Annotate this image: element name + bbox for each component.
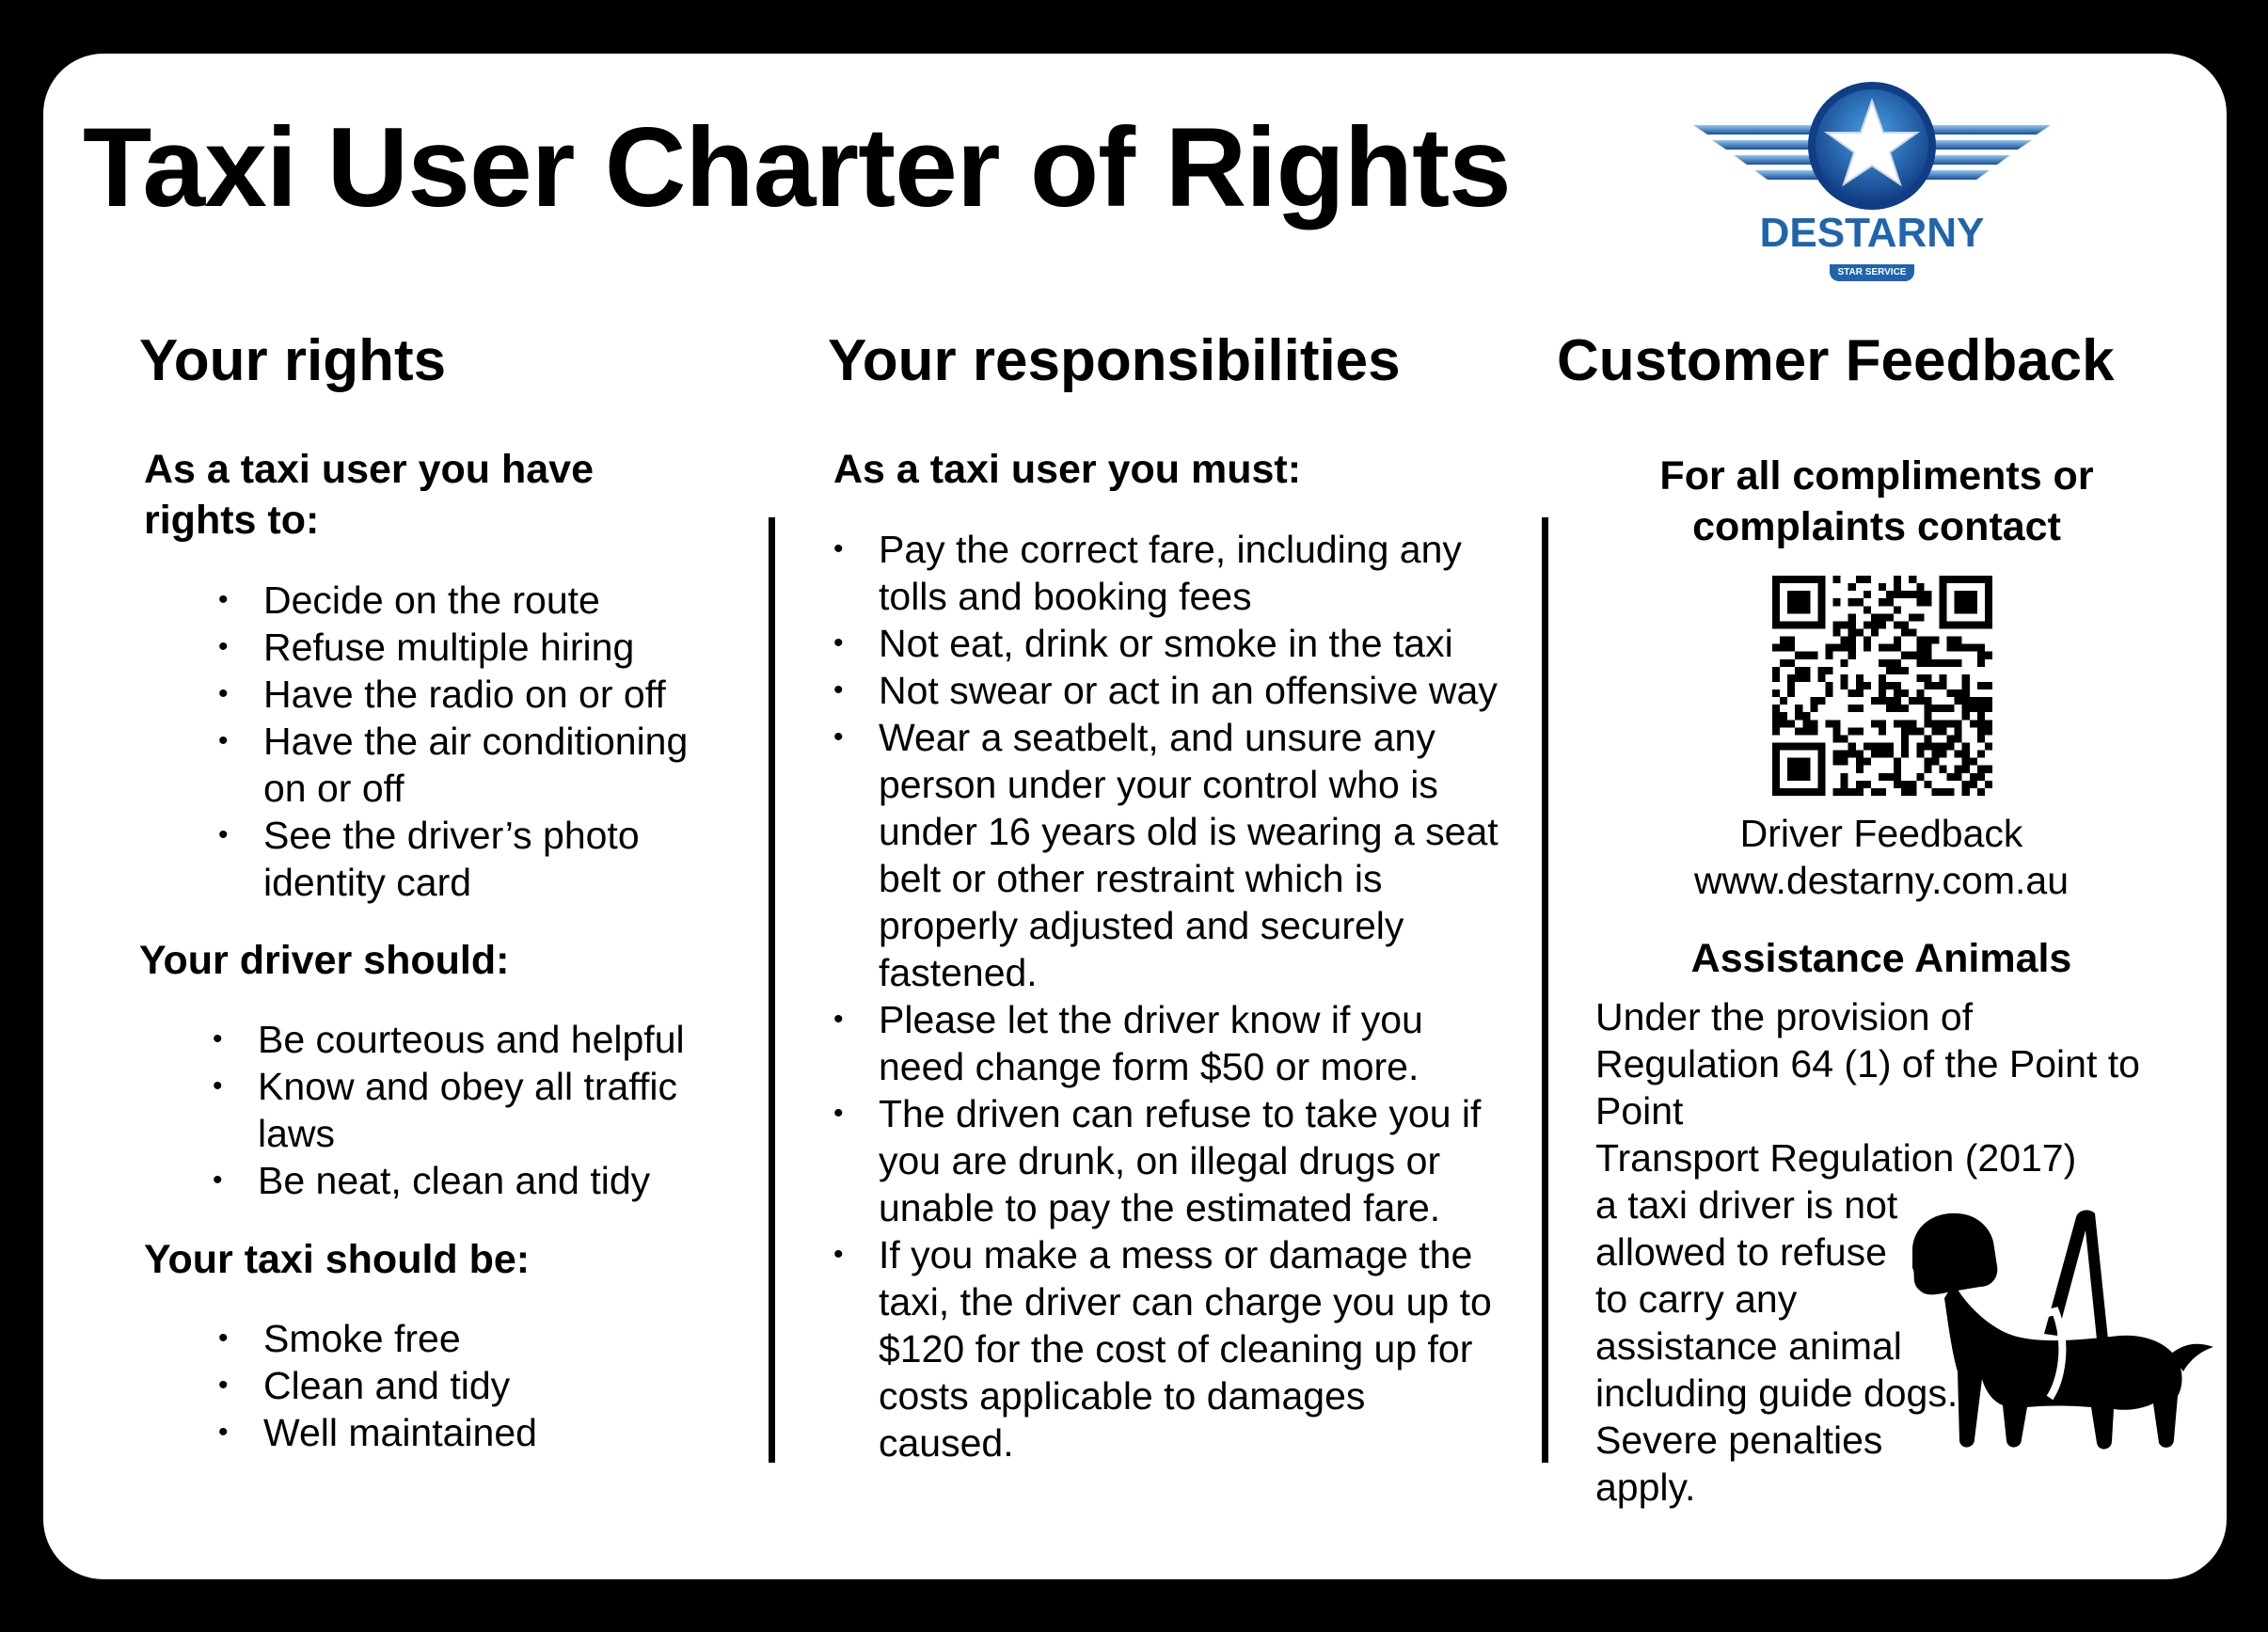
feedback-heading: Customer Feedback — [1557, 328, 2115, 393]
list-item: • Be neat, clean and tidy — [213, 1157, 721, 1204]
website-link[interactable]: www.destarny.com.au — [1693, 859, 2069, 902]
assistance-animals-text: Under the provision of Regulation 64 (1) of the Point to Point Transport Regulation (2017) a taxi driver is not allowed to refuse to carry any assistance animal including guide dogs. Severe penalties apply. — [1595, 995, 2140, 1509]
column-divider-left — [769, 517, 775, 1463]
taxi-list — [218, 1315, 726, 1456]
rights-intro: As a taxi user you have rights to: — [144, 447, 594, 543]
taxi-heading: Your taxi should be: — [144, 1237, 531, 1282]
assistance-animals-heading: Assistance Animals — [1690, 936, 2072, 981]
logo-brand: DESTARNY — [1759, 210, 1985, 256]
list-item: • Not eat, drink or smoke in the taxi — [833, 620, 1501, 667]
driver-feedback-label: Driver Feedback — [1739, 812, 2023, 855]
logo-tagline: STAR SERVICE — [1830, 264, 1914, 281]
list-item: • Wear a seatbelt, and unsure any person under your control who is under 16 years old is wearing a seat belt or other restraint which is properly adjusted and securely fastened. — [833, 714, 1501, 996]
responsibilities-list — [833, 526, 1501, 1466]
list-item: • Smoke free — [218, 1315, 726, 1362]
contact-text: For all compliments or complaints contact — [1659, 453, 2094, 549]
list-item: • Clean and tidy — [218, 1362, 726, 1409]
guide-dog-icon — [1895, 1193, 2215, 1461]
driver-heading: Your driver should: — [139, 938, 510, 983]
list-item: • If you make a mess or damage the taxi, the driver can charge you up to $120 for the cost of cleaning up for costs applicable to damages caused. — [833, 1231, 1501, 1466]
list-item: • Decide on the route — [218, 577, 726, 624]
list-item: • Well maintained — [218, 1409, 726, 1456]
qr-code-icon[interactable] — [1772, 576, 1992, 796]
driver-list — [213, 1016, 721, 1204]
rights-heading: Your rights — [139, 328, 447, 393]
responsibilities-heading: Your responsibilities — [828, 328, 1401, 393]
rights-list — [218, 577, 726, 906]
list-item: • Have the air conditioning on or off — [218, 718, 726, 812]
responsibilities-intro: As a taxi user you must: — [833, 447, 1302, 492]
list-item: • Be courteous and helpful — [213, 1016, 721, 1063]
destarny-logo — [1689, 80, 2055, 285]
page-title: Taxi User Charter of Rights — [83, 104, 1511, 230]
list-item: • Pay the correct fare, including any tolls and booking fees — [833, 526, 1501, 620]
column-divider-right — [1542, 517, 1548, 1463]
list-item: • See the driver’s photo identity card — [218, 812, 726, 906]
list-item: • The driven can refuse to take you if you are drunk, on illegal drugs or unable to pay the estimated fare. — [833, 1090, 1501, 1231]
list-item: • Refuse multiple hiring — [218, 624, 726, 671]
list-item: • Please let the driver know if you need change form $50 or more. — [833, 996, 1501, 1090]
list-item: • Not swear or act in an offensive way — [833, 667, 1501, 714]
list-item: • Know and obey all traffic laws — [213, 1063, 721, 1157]
list-item: • Have the radio on or off — [218, 671, 726, 718]
